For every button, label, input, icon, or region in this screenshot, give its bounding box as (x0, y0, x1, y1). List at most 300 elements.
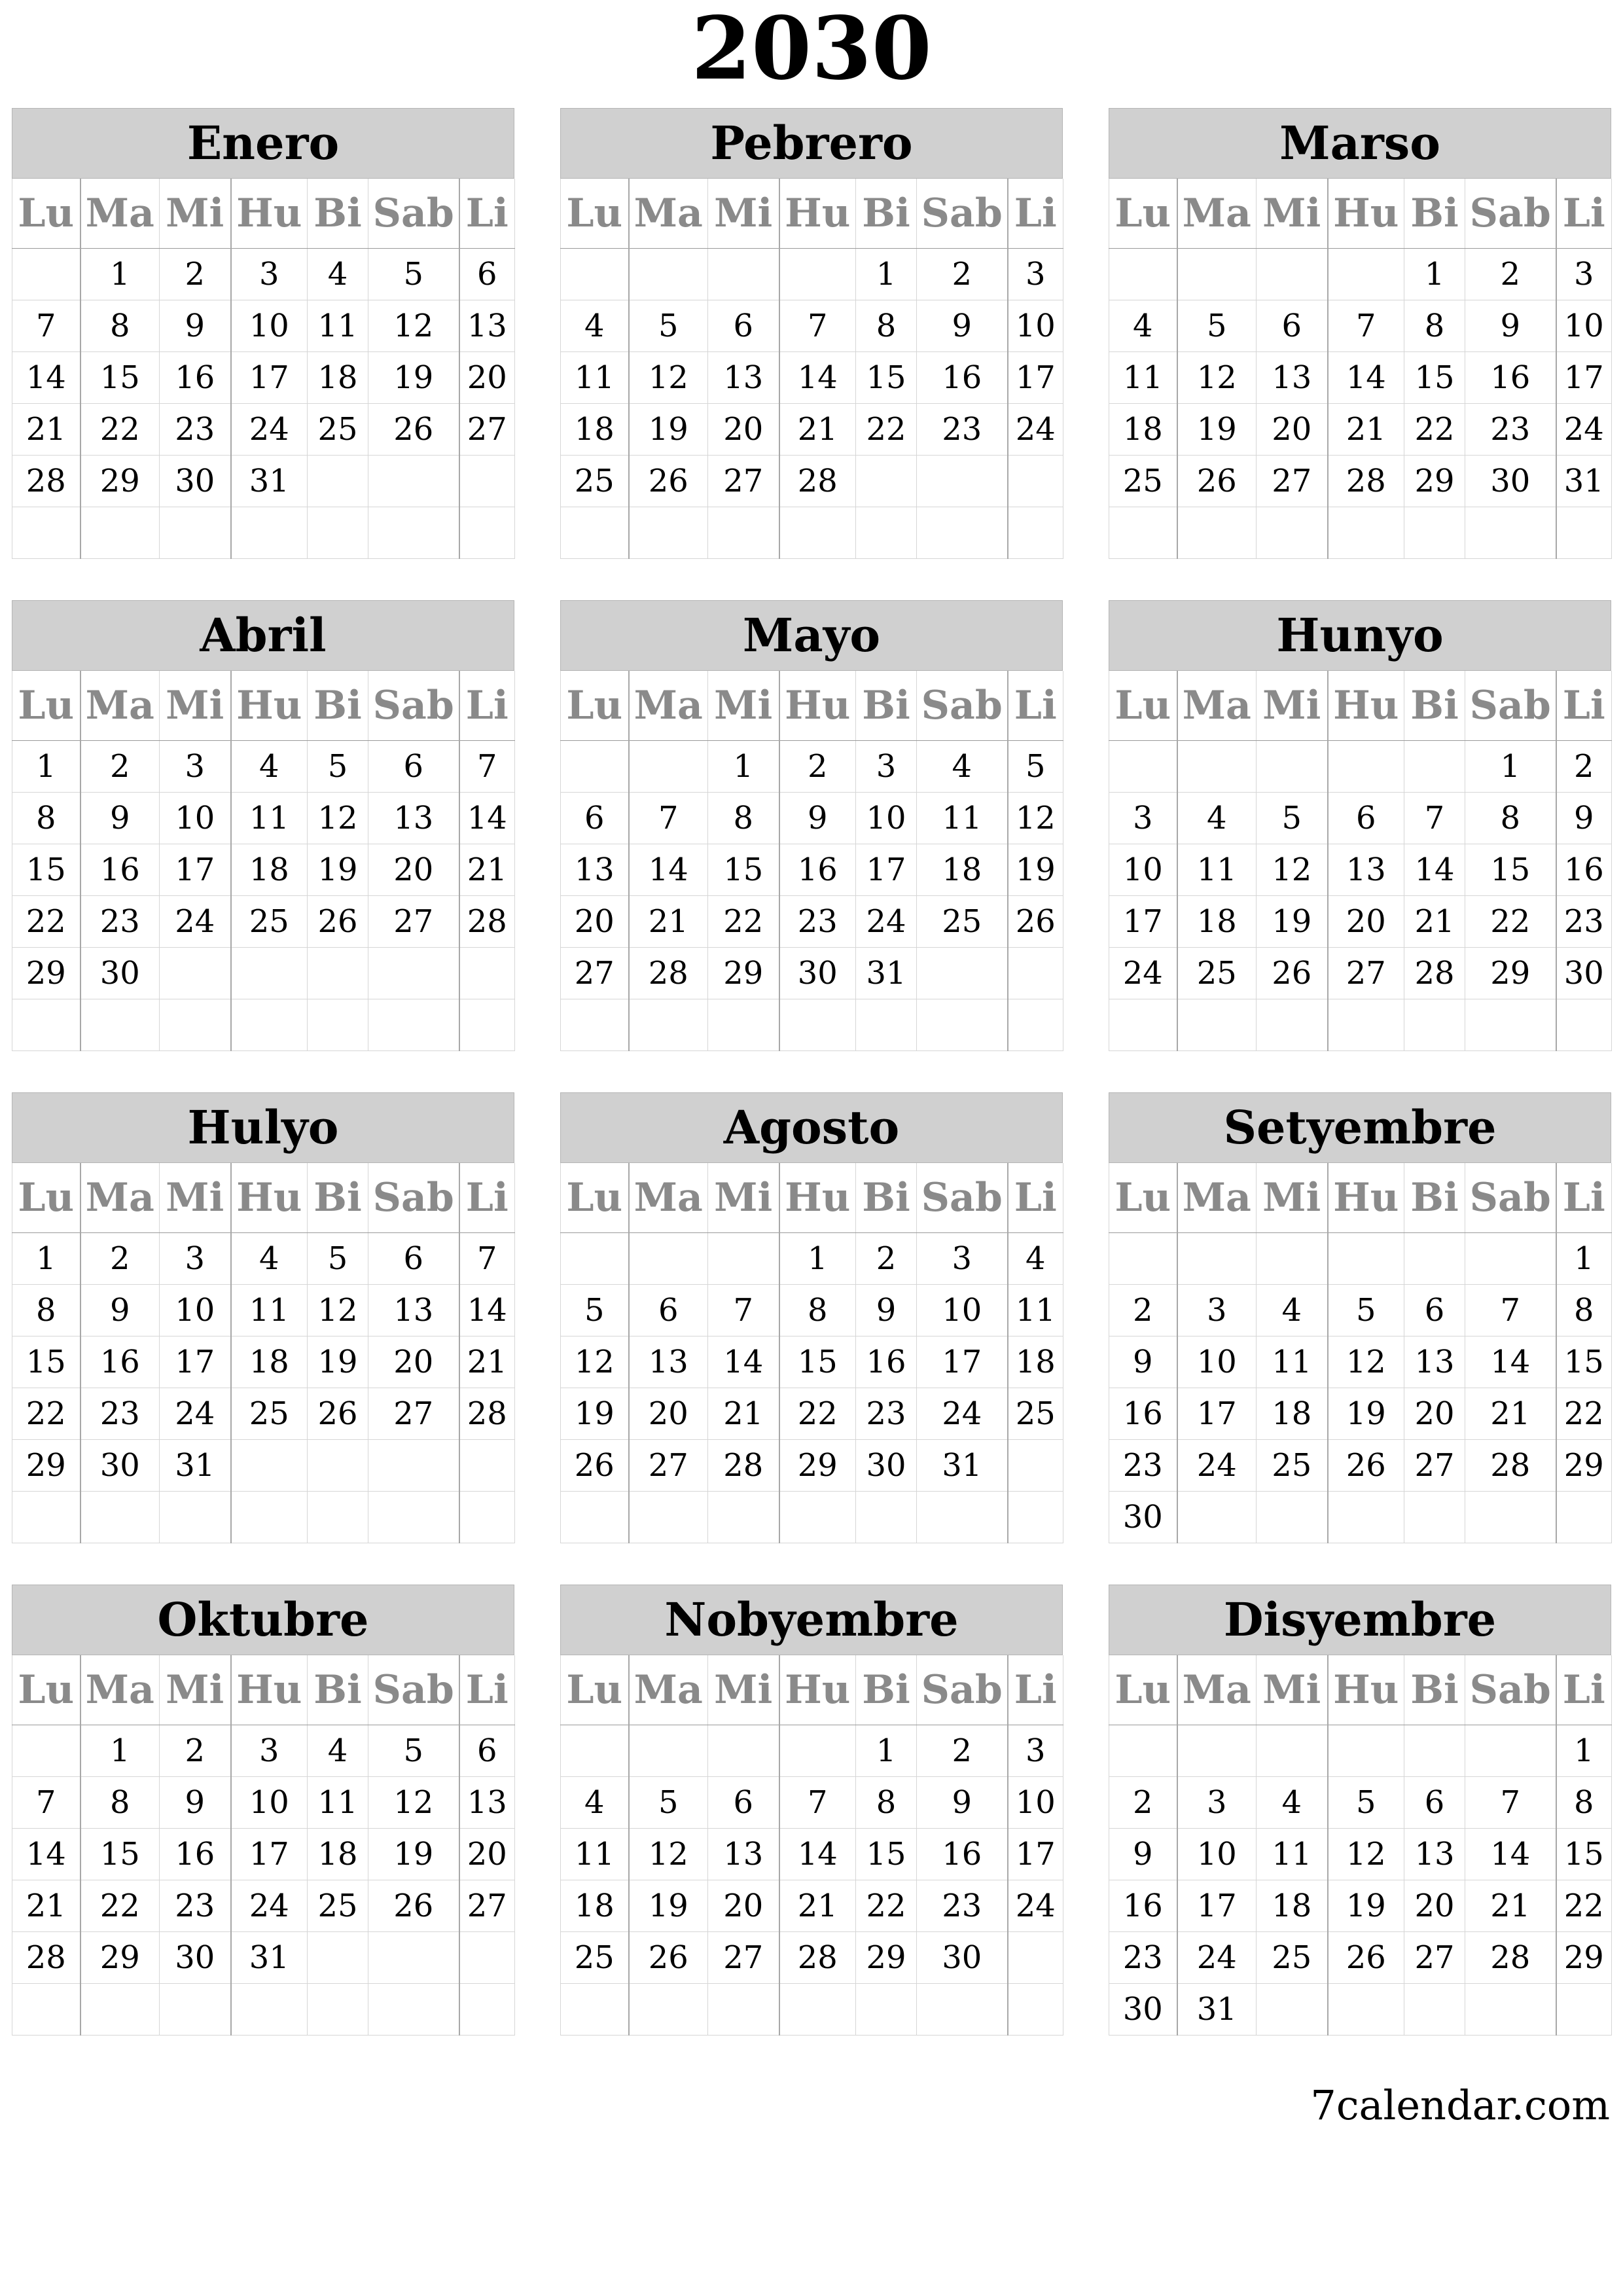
day-cell (1109, 999, 1177, 1051)
weekday-label: Bi (308, 1163, 368, 1233)
weekday-label: Mi (1257, 1655, 1328, 1725)
day-cell: 5 (629, 300, 708, 352)
weekday-label: Bi (308, 179, 368, 249)
day-cell: 30 (1109, 1984, 1177, 2036)
day-cell: 12 (1328, 1829, 1404, 1880)
day-cell: 2 (80, 1233, 160, 1285)
day-cell: 20 (561, 896, 629, 948)
day-cell (1465, 1984, 1556, 2036)
day-cell (779, 999, 856, 1051)
day-cell: 31 (231, 456, 308, 507)
day-cell (1257, 1233, 1328, 1285)
day-cell: 12 (561, 1336, 629, 1388)
day-cell (1556, 1984, 1612, 2036)
day-cell: 23 (80, 1388, 160, 1440)
day-cell (1404, 1233, 1465, 1285)
day-cell: 9 (1556, 793, 1612, 844)
week-row (12, 456, 515, 507)
day-cell: 16 (160, 352, 231, 404)
day-cell (368, 1932, 459, 1984)
week-row (12, 404, 515, 456)
day-cell (1328, 507, 1404, 559)
day-cell: 25 (917, 896, 1008, 948)
day-cell: 1 (708, 741, 779, 793)
day-cell (308, 999, 368, 1051)
week-row (1109, 507, 1612, 559)
day-cell (708, 1492, 779, 1543)
day-cell: 16 (1556, 844, 1612, 896)
day-cell: 15 (1465, 844, 1556, 896)
week-row (12, 1440, 515, 1492)
day-cell (80, 1984, 160, 2036)
month-name: Marso (1109, 108, 1611, 179)
day-cell (1257, 999, 1328, 1051)
week-row (1109, 793, 1612, 844)
day-cell (1257, 741, 1328, 793)
month-name: Enero (12, 108, 514, 179)
day-cell: 5 (1177, 300, 1257, 352)
week-row (561, 896, 1063, 948)
day-cell: 4 (1257, 1777, 1328, 1829)
week-row (561, 249, 1063, 300)
month-table (12, 1163, 515, 1543)
weekday-label: Mi (708, 671, 779, 741)
weekday-row (12, 1163, 515, 1233)
day-cell: 7 (1404, 793, 1465, 844)
day-cell (856, 456, 917, 507)
day-cell (308, 1984, 368, 2036)
weekday-label: Bi (1404, 179, 1465, 249)
day-cell: 19 (1177, 404, 1257, 456)
day-cell: 7 (12, 300, 80, 352)
day-cell: 15 (779, 1336, 856, 1388)
day-cell: 2 (779, 741, 856, 793)
month-block (12, 1092, 514, 1544)
day-cell: 1 (1556, 1725, 1612, 1777)
day-cell: 6 (561, 793, 629, 844)
week-row (1109, 352, 1612, 404)
day-cell: 12 (1328, 1336, 1404, 1388)
day-cell (708, 999, 779, 1051)
day-cell: 26 (1177, 456, 1257, 507)
month-block (1109, 1092, 1611, 1544)
day-cell: 19 (368, 352, 459, 404)
weekday-label: Li (1008, 179, 1063, 249)
day-cell (779, 1984, 856, 2036)
day-cell (368, 456, 459, 507)
day-cell: 16 (917, 1829, 1008, 1880)
day-cell: 8 (856, 1777, 917, 1829)
day-cell (1109, 741, 1177, 793)
day-cell: 26 (368, 404, 459, 456)
day-cell (160, 507, 231, 559)
day-cell (1008, 1932, 1063, 1984)
month-table (560, 671, 1063, 1051)
day-cell (1257, 1725, 1328, 1777)
day-cell: 16 (80, 1336, 160, 1388)
week-row (12, 1932, 515, 1984)
week-row (1109, 999, 1612, 1051)
day-cell (779, 249, 856, 300)
day-cell (1177, 1233, 1257, 1285)
day-cell (629, 999, 708, 1051)
month-block (1109, 1585, 1611, 2036)
day-cell: 4 (1109, 300, 1177, 352)
month-table (1109, 671, 1612, 1051)
day-cell: 10 (1556, 300, 1612, 352)
weekday-label: Sab (917, 1163, 1008, 1233)
day-cell: 27 (459, 1880, 515, 1932)
day-cell: 27 (561, 948, 629, 999)
day-cell: 27 (708, 456, 779, 507)
day-cell: 6 (708, 1777, 779, 1829)
weekday-label: Hu (779, 671, 856, 741)
day-cell: 17 (1556, 352, 1612, 404)
day-cell: 28 (12, 1932, 80, 1984)
day-cell (1008, 1492, 1063, 1543)
week-row (1109, 1233, 1612, 1285)
day-cell: 26 (1257, 948, 1328, 999)
month-name: Oktubre (12, 1585, 514, 1655)
weekday-label: Hu (779, 1163, 856, 1233)
day-cell (1008, 999, 1063, 1051)
day-cell: 29 (80, 456, 160, 507)
weekday-row (561, 671, 1063, 741)
weekday-label: Mi (160, 671, 231, 741)
day-cell (1177, 249, 1257, 300)
weekday-label: Li (1556, 1163, 1612, 1233)
day-cell: 6 (1404, 1285, 1465, 1336)
day-cell (917, 1984, 1008, 2036)
week-row (561, 1336, 1063, 1388)
week-row (1109, 1829, 1612, 1880)
day-cell: 13 (459, 300, 515, 352)
week-row (12, 741, 515, 793)
day-cell: 10 (1008, 300, 1063, 352)
day-cell (368, 1440, 459, 1492)
day-cell (459, 1492, 515, 1543)
day-cell: 20 (1328, 896, 1404, 948)
day-cell: 25 (308, 1880, 368, 1932)
day-cell: 24 (917, 1388, 1008, 1440)
day-cell (1328, 1984, 1404, 2036)
day-cell: 3 (1177, 1285, 1257, 1336)
day-cell: 28 (459, 1388, 515, 1440)
day-cell: 26 (308, 896, 368, 948)
day-cell: 21 (1404, 896, 1465, 948)
month-table (1109, 179, 1612, 559)
weekday-label: Lu (12, 1655, 80, 1725)
weekday-label: Li (459, 671, 515, 741)
day-cell: 18 (1008, 1336, 1063, 1388)
day-cell (1556, 507, 1612, 559)
weekday-label: Lu (1109, 671, 1177, 741)
day-cell: 10 (1008, 1777, 1063, 1829)
week-row (561, 1829, 1063, 1880)
day-cell (459, 456, 515, 507)
weekday-label: Lu (1109, 179, 1177, 249)
week-row (12, 1725, 515, 1777)
day-cell: 15 (856, 352, 917, 404)
day-cell: 24 (231, 1880, 308, 1932)
day-cell: 23 (160, 1880, 231, 1932)
day-cell: 18 (231, 1336, 308, 1388)
day-cell: 7 (629, 793, 708, 844)
week-row (12, 1388, 515, 1440)
week-row (12, 896, 515, 948)
day-cell: 25 (561, 1932, 629, 1984)
day-cell: 30 (80, 948, 160, 999)
month-name: Setyembre (1109, 1092, 1611, 1163)
day-cell: 2 (1109, 1285, 1177, 1336)
day-cell (308, 1492, 368, 1543)
day-cell (629, 1984, 708, 2036)
day-cell: 21 (629, 896, 708, 948)
day-cell: 6 (459, 1725, 515, 1777)
day-cell (561, 507, 629, 559)
day-cell (1177, 1492, 1257, 1543)
week-row (1109, 948, 1612, 999)
day-cell: 7 (1465, 1285, 1556, 1336)
day-cell (629, 507, 708, 559)
day-cell: 22 (1556, 1880, 1612, 1932)
day-cell: 22 (12, 896, 80, 948)
day-cell: 5 (1257, 793, 1328, 844)
week-row (1109, 300, 1612, 352)
day-cell: 4 (1257, 1285, 1328, 1336)
day-cell (368, 999, 459, 1051)
week-row (1109, 1880, 1612, 1932)
day-cell (1465, 1233, 1556, 1285)
day-cell: 17 (917, 1336, 1008, 1388)
day-cell: 22 (1465, 896, 1556, 948)
day-cell (308, 948, 368, 999)
day-cell (1257, 1492, 1328, 1543)
day-cell: 5 (561, 1285, 629, 1336)
day-cell: 26 (561, 1440, 629, 1492)
month-name: Pebrero (560, 108, 1063, 179)
day-cell: 11 (1257, 1829, 1328, 1880)
weekday-label: Li (1556, 1655, 1612, 1725)
day-cell: 21 (1465, 1880, 1556, 1932)
day-cell: 14 (459, 793, 515, 844)
day-cell: 3 (856, 741, 917, 793)
day-cell: 5 (1328, 1777, 1404, 1829)
day-cell: 23 (1109, 1440, 1177, 1492)
day-cell: 27 (629, 1440, 708, 1492)
day-cell: 6 (708, 300, 779, 352)
day-cell: 10 (917, 1285, 1008, 1336)
day-cell (231, 1440, 308, 1492)
day-cell (160, 948, 231, 999)
day-cell (80, 1492, 160, 1543)
day-cell: 20 (629, 1388, 708, 1440)
week-row (12, 844, 515, 896)
day-cell: 26 (629, 1932, 708, 1984)
day-cell: 3 (160, 1233, 231, 1285)
day-cell: 4 (1008, 1233, 1063, 1285)
weekday-label: Bi (856, 671, 917, 741)
day-cell: 22 (12, 1388, 80, 1440)
day-cell: 19 (308, 1336, 368, 1388)
week-row (12, 1336, 515, 1388)
week-row (561, 1777, 1063, 1829)
day-cell (1404, 999, 1465, 1051)
day-cell: 21 (1328, 404, 1404, 456)
day-cell: 27 (368, 1388, 459, 1440)
day-cell (1257, 249, 1328, 300)
day-cell (231, 999, 308, 1051)
day-cell: 26 (368, 1880, 459, 1932)
day-cell: 10 (856, 793, 917, 844)
day-cell: 7 (12, 1777, 80, 1829)
weekday-row (1109, 1655, 1612, 1725)
day-cell: 29 (1404, 456, 1465, 507)
day-cell: 30 (1465, 456, 1556, 507)
month-table (560, 179, 1063, 559)
day-cell: 24 (1177, 1932, 1257, 1984)
day-cell: 16 (856, 1336, 917, 1388)
day-cell: 6 (368, 1233, 459, 1285)
day-cell: 3 (1109, 793, 1177, 844)
day-cell (1404, 1984, 1465, 2036)
day-cell (1404, 1725, 1465, 1777)
weekday-label: Mi (708, 1655, 779, 1725)
day-cell: 16 (1109, 1880, 1177, 1932)
day-cell: 18 (308, 352, 368, 404)
day-cell: 13 (708, 352, 779, 404)
day-cell: 28 (1328, 456, 1404, 507)
day-cell (1177, 999, 1257, 1051)
day-cell: 3 (1177, 1777, 1257, 1829)
day-cell (1465, 1725, 1556, 1777)
day-cell: 10 (160, 1285, 231, 1336)
week-row (561, 1440, 1063, 1492)
day-cell: 21 (708, 1388, 779, 1440)
weekday-label: Mi (1257, 1163, 1328, 1233)
week-row (1109, 1984, 1612, 2036)
month-block (1109, 600, 1611, 1052)
weekday-label: Hu (231, 1655, 308, 1725)
weekday-label: Ma (1177, 1163, 1257, 1233)
day-cell: 10 (1177, 1336, 1257, 1388)
day-cell: 9 (160, 1777, 231, 1829)
months-grid (12, 108, 1611, 2039)
week-row (1109, 404, 1612, 456)
day-cell: 14 (1465, 1336, 1556, 1388)
day-cell: 22 (1556, 1388, 1612, 1440)
day-cell: 4 (308, 249, 368, 300)
day-cell (1008, 507, 1063, 559)
day-cell: 31 (1177, 1984, 1257, 2036)
day-cell: 14 (779, 1829, 856, 1880)
day-cell: 30 (856, 1440, 917, 1492)
day-cell: 8 (1556, 1285, 1612, 1336)
day-cell: 14 (12, 352, 80, 404)
weekday-label: Lu (561, 1163, 629, 1233)
weekday-label: Sab (1465, 179, 1556, 249)
day-cell: 16 (80, 844, 160, 896)
day-cell: 1 (856, 249, 917, 300)
day-cell (160, 999, 231, 1051)
week-row (561, 1233, 1063, 1285)
day-cell (708, 507, 779, 559)
day-cell: 18 (308, 1829, 368, 1880)
day-cell: 12 (368, 1777, 459, 1829)
day-cell: 15 (708, 844, 779, 896)
day-cell: 13 (1257, 352, 1328, 404)
day-cell: 3 (1008, 1725, 1063, 1777)
day-cell (561, 999, 629, 1051)
day-cell (1404, 1492, 1465, 1543)
day-cell (1257, 1984, 1328, 2036)
day-cell (856, 1984, 917, 2036)
day-cell: 19 (1008, 844, 1063, 896)
month-block (12, 1585, 514, 2036)
month-table (560, 1163, 1063, 1543)
day-cell: 30 (160, 1932, 231, 1984)
day-cell: 22 (779, 1388, 856, 1440)
day-cell: 13 (459, 1777, 515, 1829)
day-cell: 7 (459, 741, 515, 793)
week-row (12, 352, 515, 404)
week-row (12, 1880, 515, 1932)
weekday-label: Lu (12, 671, 80, 741)
day-cell: 22 (856, 1880, 917, 1932)
weekday-row (561, 179, 1063, 249)
day-cell (629, 1725, 708, 1777)
week-row (1109, 896, 1612, 948)
weekday-label: Ma (80, 179, 160, 249)
day-cell: 16 (160, 1829, 231, 1880)
day-cell: 9 (160, 300, 231, 352)
day-cell: 20 (368, 844, 459, 896)
month-table (12, 671, 515, 1051)
day-cell: 9 (1109, 1336, 1177, 1388)
day-cell: 5 (368, 249, 459, 300)
day-cell: 24 (1008, 404, 1063, 456)
day-cell (231, 948, 308, 999)
day-cell: 2 (1556, 741, 1612, 793)
day-cell: 28 (629, 948, 708, 999)
weekday-label: Ma (80, 1163, 160, 1233)
weekday-label: Bi (856, 179, 917, 249)
day-cell: 24 (160, 1388, 231, 1440)
day-cell: 22 (856, 404, 917, 456)
month-table (1109, 1655, 1612, 2036)
day-cell (1328, 1492, 1404, 1543)
weekday-label: Lu (1109, 1655, 1177, 1725)
day-cell: 16 (917, 352, 1008, 404)
day-cell: 18 (1177, 896, 1257, 948)
month-block (12, 600, 514, 1052)
day-cell: 2 (160, 249, 231, 300)
day-cell: 11 (308, 300, 368, 352)
day-cell: 5 (1328, 1285, 1404, 1336)
week-row (1109, 1932, 1612, 1984)
day-cell: 10 (1109, 844, 1177, 896)
week-row (561, 300, 1063, 352)
week-row (561, 1725, 1063, 1777)
weekday-label: Mi (708, 1163, 779, 1233)
day-cell (917, 999, 1008, 1051)
day-cell: 20 (708, 1880, 779, 1932)
day-cell (1404, 741, 1465, 793)
day-cell: 23 (856, 1388, 917, 1440)
week-row (1109, 1336, 1612, 1388)
week-row (561, 1492, 1063, 1543)
week-row (561, 948, 1063, 999)
